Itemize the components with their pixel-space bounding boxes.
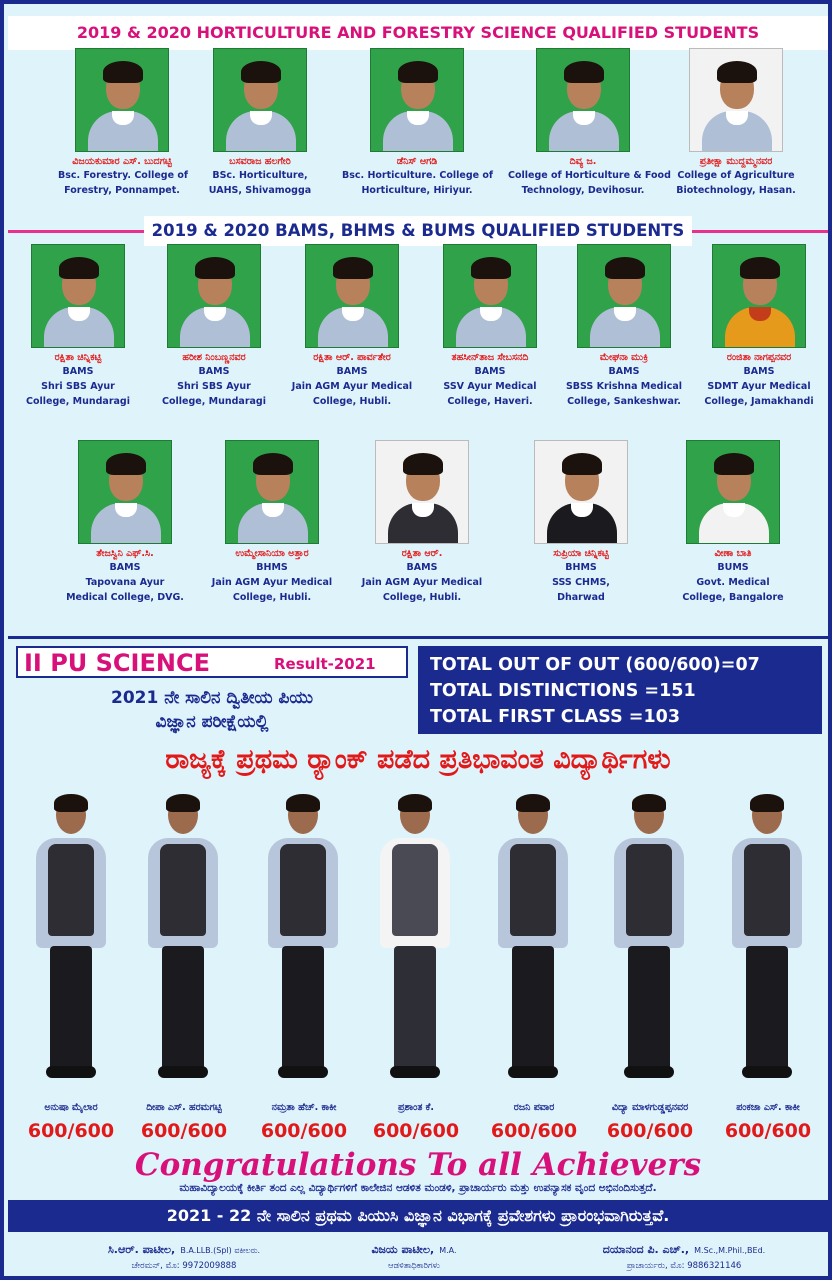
footer-role: ಪ್ರಾಚಾರ್ಯರು, ಮೊ: 9886321146 [626, 1261, 742, 1271]
student-college: Technology, Devihosur. [521, 185, 645, 196]
student-course: BAMS [743, 366, 775, 377]
student-course: BAMS [336, 366, 368, 377]
student-name: ಉಮ್ಮೇಸಾನಿಯಾ ಅತ್ತಾರ [235, 548, 309, 559]
footer-qualification: B.A.LLB.(Spl) ವಕೀಲರು. [180, 1246, 261, 1255]
topper-score: 600/600 [372, 1120, 460, 1142]
student-college-line1: Shri SBS Ayur [177, 381, 251, 392]
student-course: BHMS [256, 562, 288, 573]
student-photo [213, 48, 307, 152]
student-college: UAHS, Shivamogga [208, 185, 312, 196]
student-course: BUMS [717, 562, 749, 573]
footer-chairman [74, 1238, 294, 1271]
thanks-message: ಮಹಾವಿದ್ಯಾಲಯಕ್ಕೆ ಕೀರ್ತಿ ತಂದ ಎಲ್ಲ ವಿದ್ಯಾರ್ಥಿಗಳಿಗೆ ಕಾಲೇಜಿನ ಆಡಳಿತ ಮಂಡಳಿ, ಪ್ರಾಚಾರ್ಯರು ಮತ್ತು ಉಪನ್ಯಾಸಕ ವೃಂದ ಅಭಿನಂದಿಸುತ್ತದೆ. [179, 1182, 657, 1194]
student-card [666, 48, 806, 197]
footer-role: ಚೇರಮನ್, ಮೊ: 9972009888 [131, 1261, 237, 1271]
student-photo [167, 244, 261, 348]
student-card [668, 440, 798, 604]
student-college-line2: College, Bangalore [682, 592, 784, 603]
student-college-line1: Tapovana Ayur [85, 577, 165, 588]
student-college-line2: College, Sankeshwar. [567, 396, 681, 407]
topper-name: ಅನುಷಾ ಮೈಲಾರ [44, 1102, 98, 1113]
student-photo [686, 440, 780, 544]
student-photo [305, 244, 399, 348]
student-college-line1: SSV Ayur Medical [443, 381, 537, 392]
student-college-line2: Dharwad [557, 592, 605, 603]
student-name: ವಿಜಯಕುಮಾರ ಎಸ್. ಬುದಗಟ್ಟಿ [72, 156, 172, 167]
topper-photo [370, 794, 460, 1094]
student-card [422, 244, 558, 408]
topper-photo [26, 794, 116, 1094]
student-photo [689, 48, 783, 152]
student-college-line1: SBSS Krishna Medical [565, 381, 683, 392]
student-card [204, 440, 340, 604]
stat-distinctions: TOTAL DISTINCTIONS =151 [430, 681, 696, 701]
student-card [14, 244, 142, 408]
footer-name: ಸಿ.ಆರ್. ಪಾಟೀಲ, [107, 1243, 176, 1256]
student-name: ಸುಪ್ರಿಯಾ ಚಿನ್ನಿಕಟ್ಟಿ [553, 548, 609, 559]
medical-heading: 2019 & 2020 BAMS, BHMS & BUMS QUALIFIED STUDENTS [144, 216, 693, 246]
horticulture-heading-banner [8, 16, 828, 50]
student-course: Bsc. Horticulture. College of [342, 170, 494, 181]
footer-name: ದಯಾನಂದ ಪಿ. ಎಚ್., [602, 1243, 690, 1256]
student-card [150, 244, 278, 408]
student-photo [534, 440, 628, 544]
student-course: BAMS [109, 562, 141, 573]
student-college: Biotechnology, Hasan. [676, 185, 796, 196]
student-college-line2: College, Hubli. [232, 592, 312, 603]
student-name: ತೇಜಸ್ವಿನಿ ಎಫ್.ಸಿ. [96, 548, 154, 559]
student-photo [712, 244, 806, 348]
student-photo [31, 244, 125, 348]
student-course: BAMS [406, 562, 438, 573]
student-card [694, 244, 824, 408]
student-college-line2: College, Mundaragi [162, 396, 266, 407]
section-divider [8, 636, 828, 639]
topper-score: 600/600 [490, 1120, 578, 1142]
topper-name: ನಮ್ರತಾ ಹೆಚ್. ಕಾಕೀ [271, 1102, 337, 1113]
topper-photo [258, 794, 348, 1094]
pu-science-title: II PU SCIENCE [24, 649, 210, 677]
admission-banner: 2021 - 22 ನೇ ಸಾಲಿನ ಪ್ರಥಮ ಪಿಯುಸಿ ವಿಜ್ಞಾನ ವಿಭಾಗಕ್ಕೆ ಪ್ರವೇಶಗಳು ಪ್ರಾರಂಭವಾಗಿರುತ್ತವೆ. [8, 1200, 828, 1232]
student-card [284, 244, 420, 408]
student-card [58, 48, 186, 197]
topper-photo [604, 794, 694, 1094]
student-college-line1: SSS CHMS, [552, 577, 610, 588]
stat-out-of-out: TOTAL OUT OF OUT (600/600)=07 [430, 655, 760, 675]
topper-item [128, 1102, 240, 1142]
student-name: ತಹಸೀನ್‌ತಾಜ ಸೇಬಸನದಿ [451, 352, 529, 363]
student-photo [577, 244, 671, 348]
student-college: Horticulture, Hiriyur. [361, 185, 473, 196]
student-name: ಹರೀಶ ನಿಂಬಣ್ಣನವರ [182, 352, 246, 363]
topper-photo [488, 794, 578, 1094]
topper-item [478, 1102, 590, 1142]
student-course: College of Horticulture & Food [508, 170, 671, 181]
student-college: Forestry, Ponnampet. [64, 185, 180, 196]
student-card [516, 440, 646, 604]
student-course: BHMS [565, 562, 597, 573]
student-course: BAMS [198, 366, 230, 377]
pu-subtitle-line2: ವಿಜ್ಞಾನ ಪರೀಕ್ಷೆಯಲ್ಲಿ [155, 712, 269, 732]
student-name: ರಕ್ಷಿತಾ ಆರ್. ಪಾರ್ವತೇರ [313, 352, 391, 363]
footer-administrator [334, 1238, 494, 1271]
footer-name: ವಿಜಯ ಪಾಟೀಲ, [371, 1243, 435, 1256]
topper-name: ವಿದ್ಯಾ ಮಾಳಗುಡ್ಡಪ್ಪನವರ [611, 1102, 689, 1113]
student-name: ಪ್ರತೀಕ್ಷಾ ಮುದ್ದಮ್ಮನವರ [699, 156, 773, 167]
congratulations-text: Congratulations To all Achievers [134, 1147, 702, 1183]
result-stats-box [418, 646, 822, 734]
student-college-line1: Govt. Medical [696, 577, 770, 588]
student-course: BAMS [474, 366, 506, 377]
student-photo [536, 48, 630, 152]
pu-subtitle-line1: 2021 ನೇ ಸಾಲಿನ ದ್ವಿತೀಯ ಪಿಯು [111, 688, 313, 708]
horticulture-heading: 2019 & 2020 HORTICULTURE AND FORESTRY SCIENCE QUALIFIED STUDENTS [71, 16, 765, 50]
topper-photo [138, 794, 228, 1094]
student-card [354, 440, 490, 604]
student-college-line2: College, Hubli. [382, 592, 462, 603]
student-course: College of Agriculture [677, 170, 795, 181]
footer-qualification: M.A. [439, 1246, 457, 1255]
student-card [60, 440, 190, 604]
footer-role: ಆಡಳಿತಾಧಿಕಾರಿಗಳು [388, 1261, 440, 1271]
student-college-line2: College, Hubli. [312, 396, 392, 407]
student-card [556, 244, 692, 408]
student-course: BSc. Horticulture, [212, 170, 308, 181]
topper-name: ರಜನಿ ಪವಾರ [513, 1102, 555, 1113]
footer-principal [564, 1238, 804, 1271]
student-college-line2: College, Jamakhandi [704, 396, 814, 407]
student-college-line1: SDMT Ayur Medical [707, 381, 811, 392]
student-photo [443, 244, 537, 348]
student-name: ಬಸವರಾಜ ಹಲಗೇರಿ [229, 156, 291, 167]
student-college-line2: Medical College, DVG. [66, 592, 184, 603]
topper-item [594, 1102, 706, 1142]
pu-science-title-box [16, 646, 408, 678]
pu-result-year: Result-2021 [274, 655, 376, 673]
student-name: ರಕ್ಷಿತಾ ಚಿನ್ನಿಕಟ್ಟಿ [54, 352, 102, 363]
student-photo [78, 440, 172, 544]
student-college-line2: College, Mundaragi [26, 396, 130, 407]
student-photo [370, 48, 464, 152]
topper-item [712, 1102, 824, 1142]
topper-score: 600/600 [724, 1120, 812, 1142]
student-name: ಡೆನಿಸ್ ಆಗಡಿ [396, 156, 438, 167]
topper-item [360, 1102, 472, 1142]
student-course: BAMS [608, 366, 640, 377]
student-name: ಮೇಘನಾ ಮುಕ್ರಿ [599, 352, 649, 363]
student-name: ರಂಜಿತಾ ನಾಗಪ್ಪನವರ [726, 352, 792, 363]
student-name: ವೀಣಾ ಬಾತಿ [714, 548, 752, 559]
student-photo [375, 440, 469, 544]
student-college-line1: Shri SBS Ayur [41, 381, 115, 392]
student-college-line2: College, Haveri. [447, 396, 533, 407]
topper-item [248, 1102, 360, 1142]
student-college-line1: Jain AGM Ayur Medical [291, 381, 413, 392]
topper-photo [722, 794, 812, 1094]
student-name: ದಿವ್ಯ ಜ. [569, 156, 597, 167]
student-card [342, 48, 492, 197]
rank-heading: ರಾಜ್ಯಕ್ಕೆ ಪ್ರಥಮ ರ್‍ಯಾಂಕ್ ಪಡೆದ ಪ್ರತಿಭಾವಂತ ವಿದ್ಯಾರ್ಥಿಗಳು [165, 744, 671, 775]
topper-score: 600/600 [606, 1120, 694, 1142]
student-photo [225, 440, 319, 544]
topper-name: ಪಂಕಜಾ ಎಸ್. ಕಾಕೀ [736, 1102, 800, 1113]
student-card [198, 48, 322, 197]
topper-score: 600/600 [260, 1120, 348, 1142]
footer-qualification: M.Sc.,M.Phil.,BEd. [694, 1246, 766, 1255]
medical-heading-banner [8, 216, 828, 246]
student-card [508, 48, 671, 197]
student-college-line1: Jain AGM Ayur Medical [361, 577, 483, 588]
stat-first-class: TOTAL FIRST CLASS =103 [430, 707, 680, 727]
topper-name: ಪ್ರಶಾಂತ ಕೆ. [398, 1102, 434, 1113]
student-photo [75, 48, 169, 152]
topper-score: 600/600 [27, 1120, 115, 1142]
student-name: ರಕ್ಷಿತಾ ಆರ್. [401, 548, 443, 559]
topper-item [15, 1102, 127, 1142]
topper-score: 600/600 [140, 1120, 228, 1142]
student-college-line1: Jain AGM Ayur Medical [211, 577, 333, 588]
student-course: Bsc. Forestry. College of [58, 170, 188, 181]
topper-name: ದೀಪಾ ಎಸ್. ಹರಮಗಟ್ಟಿ [146, 1102, 222, 1113]
student-course: BAMS [62, 366, 94, 377]
